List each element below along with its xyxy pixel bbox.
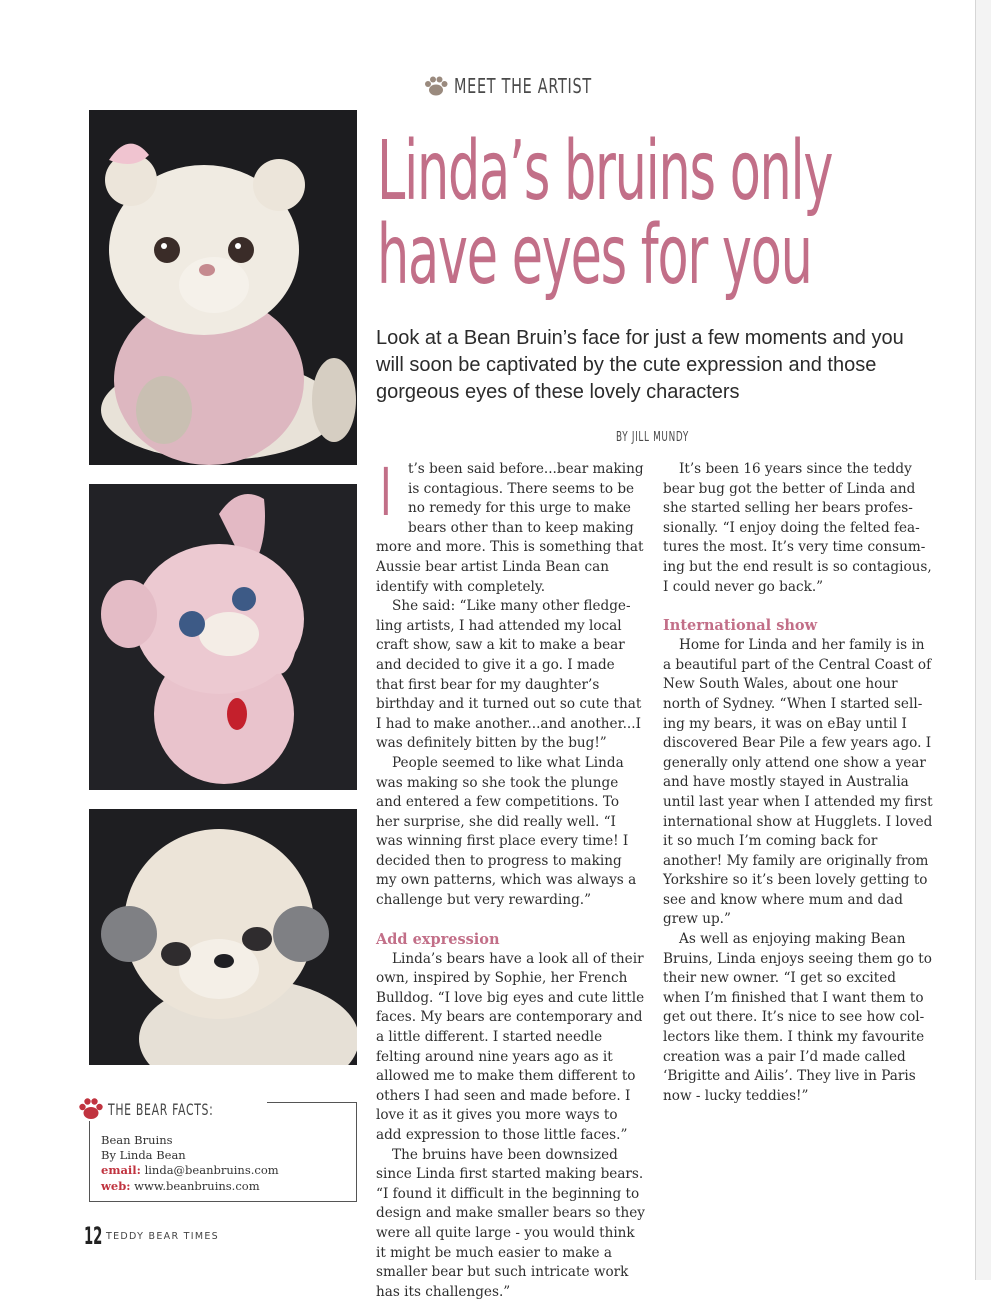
email-link[interactable]: linda@beanbruins.com bbox=[144, 1163, 279, 1178]
subheading-international-show: International show bbox=[663, 617, 818, 635]
page-edge bbox=[975, 0, 991, 1280]
photo-white-bear bbox=[89, 110, 357, 465]
article-paragraph: Home for Linda and her family is in a beautiful part of the Central Coast of New South Wales, about one hour north of Sydney. “When I started selling my bears, it was on eBay until I discovered Bear Pile a few years ago. I generally only attend one show a year and have mostly stayed in Australia until last year when I attended my first international show at Hugglets. I loved it so much I’m coming back for another! My family are originally from Yorkshire so it’s been lovely getting to see and know where mum and dad grew up.” bbox=[663, 637, 933, 928]
headline-line-2: have eyes for you bbox=[377, 208, 812, 303]
section-label bbox=[424, 74, 646, 98]
section-label-text: MEET THE ARTIST bbox=[454, 74, 592, 98]
article-paragraph: Linda’s bears have a look all of their own, inspired by Sophie, her French Bulldog. “I love big eyes and cute little faces. My bears are contemporary and a little different. I started needle felting around nine years ago as it allowed me to make them different to others I had seen and made before. I love it as it gives you more ways to add expression to those little faces.” bbox=[376, 950, 645, 1143]
facts-line: Bean Bruins bbox=[101, 1133, 173, 1147]
paw-print-icon bbox=[424, 75, 448, 97]
email-label: email: bbox=[101, 1163, 141, 1178]
article-column-2 bbox=[663, 460, 933, 1106]
facts-email-row bbox=[101, 1163, 279, 1178]
headline bbox=[377, 124, 937, 303]
facts-line: By Linda Bean bbox=[101, 1148, 186, 1163]
headline-line-1: Linda’s bruins only bbox=[377, 124, 833, 219]
folio bbox=[84, 1222, 219, 1250]
article-paragraph: It’s been 16 years since the teddy bear bug got the better of Linda and she started selling her bears professionally. “I enjoy doing the felted features the most. It’s very time consuming but the end result is so contagious, I could never go back.” bbox=[663, 461, 932, 595]
article-column-1 bbox=[376, 454, 646, 1302]
bear-facts-body bbox=[101, 1133, 279, 1194]
facts-web-row bbox=[101, 1179, 279, 1194]
subheading-add-expression: Add expression bbox=[376, 930, 500, 948]
bear-facts-title: THE BEAR FACTS: bbox=[108, 1099, 214, 1119]
paragraph-text: t’s been said before...bear making is contagious. There seems to be no remedy for this urge to make bears other than to keep making more and more. This is something that Aussie bear artist Linda Bean can identify with completely. bbox=[376, 461, 644, 595]
web-link[interactable]: www.beanbruins.com bbox=[134, 1178, 260, 1193]
standfirst: Look at a Bean Bruin’s face for just a few moments and you will soon be captivated by the cute expression and those gorgeous eyes of these lovely characters bbox=[376, 327, 904, 403]
photo-grey-bear bbox=[89, 809, 357, 1065]
magazine-name: TEDDY BEAR TIMES bbox=[106, 1230, 220, 1242]
article-paragraph: The bruins have been downsized since Linda first started making bears. “I found it difficult in the beginning to design and make smaller bears so they were all quite large - you would think it might be much easier to make a smaller bear but such intricate work has its challenges.” bbox=[376, 1146, 645, 1300]
byline: BY JILL MUNDY bbox=[616, 430, 689, 445]
bear-facts-box bbox=[89, 1099, 357, 1202]
photo-pink-bunny bbox=[89, 484, 357, 790]
article-paragraph: She said: “Like many other fledgeling artists, I had attended my local craft show, saw a kit to make a bear and decided to give it a go. I made that first bear for my daughter’s birthday and it turned out so cute that I had to make another...and another...I was definitely bitten by the bug!” bbox=[376, 598, 642, 752]
paw-print-icon bbox=[78, 1097, 104, 1121]
article-paragraph: As well as enjoying making Bean Bruins, Linda enjoys seeing them go to their new owner. “I get so excited when I’m finished that I want them to get out there. It’s nice to see how collectors like them. I think my favourite creation was a pair I’d made called ‘Brigitte and Ailis’. They live in Paris now - lucky teddies!” bbox=[663, 931, 932, 1104]
page-number: 12 bbox=[84, 1222, 103, 1250]
web-label: web: bbox=[101, 1178, 131, 1193]
drop-cap: I bbox=[380, 454, 392, 531]
article-paragraph: People seemed to like what Linda was making so she took the plunge and entered a few competitions. To her surprise, she did really well. “I was winning first place every time! I decided then to progress to making my own patterns, which was always a challenge but very rewarding.” bbox=[376, 754, 637, 909]
article-paragraph bbox=[376, 454, 646, 597]
bear-facts-header bbox=[78, 1097, 267, 1121]
